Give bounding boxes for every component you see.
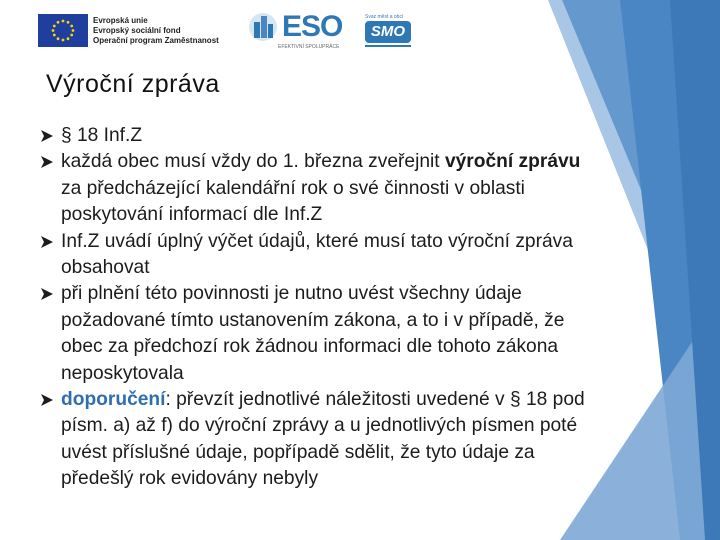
arrow-bullet-icon xyxy=(40,123,54,149)
smo-logo-top-text: Svaz měst a obcí xyxy=(365,14,404,20)
bullet-text: Inf.Z uvádí úplný výčet údajů, které musí tato výroční zpráva obsahovat xyxy=(61,230,573,279)
eso-building-icon xyxy=(248,10,278,44)
smo-logo-text: SMO xyxy=(365,21,411,43)
eu-flag-icon xyxy=(38,14,88,47)
bullet-item xyxy=(40,229,590,282)
arrow-bullet-icon xyxy=(40,281,54,307)
bullet-text: § 18 Inf.Z xyxy=(61,125,143,146)
bullet-item xyxy=(40,387,590,493)
smo-logo xyxy=(365,14,417,48)
eu-logo-line: Operační program Zaměstnanost xyxy=(93,35,219,45)
arrow-bullet-icon xyxy=(40,387,54,413)
eu-logo-text xyxy=(93,16,219,46)
arrow-bullet-icon xyxy=(40,229,54,255)
bullet-item xyxy=(40,149,590,228)
eu-logo-line: Evropská unie xyxy=(93,15,148,25)
bullet-text: za předcházející kalendářní rok o své činnosti v oblasti poskytování informací dle Inf.Z xyxy=(61,177,525,226)
eu-logo-line: Evropský sociální fond xyxy=(93,25,181,35)
bullet-text: každá obec musí vždy do 1. března zveřejnit xyxy=(61,151,445,173)
eso-logo xyxy=(248,10,343,50)
logo-strip xyxy=(0,0,560,60)
bullet-item xyxy=(40,281,590,387)
smo-underline xyxy=(365,45,411,47)
bullet-text: : převzít jednotlivé náležitosti uvedené v § 18 pod písm. a) až f) do výroční zprávy a u jednotlivých písmen poté uvést příslušné údaje, popřípadě sdělit, že tyto údaje za předešlý rok evidovány nebyly xyxy=(61,389,585,490)
eso-logo-subtitle: EFEKTIVNÍ SPOLUPRÁCE xyxy=(278,44,340,50)
bullet-text: při plnění této povinnosti je nutno uvést všechny údaje požadované tímto ustanovením zákona, a to i v případě, že obec za předchozí rok žádnou informaci dle tohoto zákona neposkytovala xyxy=(61,283,565,384)
bullet-list xyxy=(40,123,590,493)
bullet-emphasis: výroční zprávu xyxy=(444,151,581,173)
bullet-item xyxy=(40,123,590,149)
eu-logo xyxy=(38,14,219,47)
bullet-accent: doporučení xyxy=(61,389,166,411)
arrow-bullet-icon xyxy=(40,149,54,175)
page-title: Výroční zpráva xyxy=(46,70,220,98)
eso-logo-text: ESO xyxy=(282,10,343,43)
